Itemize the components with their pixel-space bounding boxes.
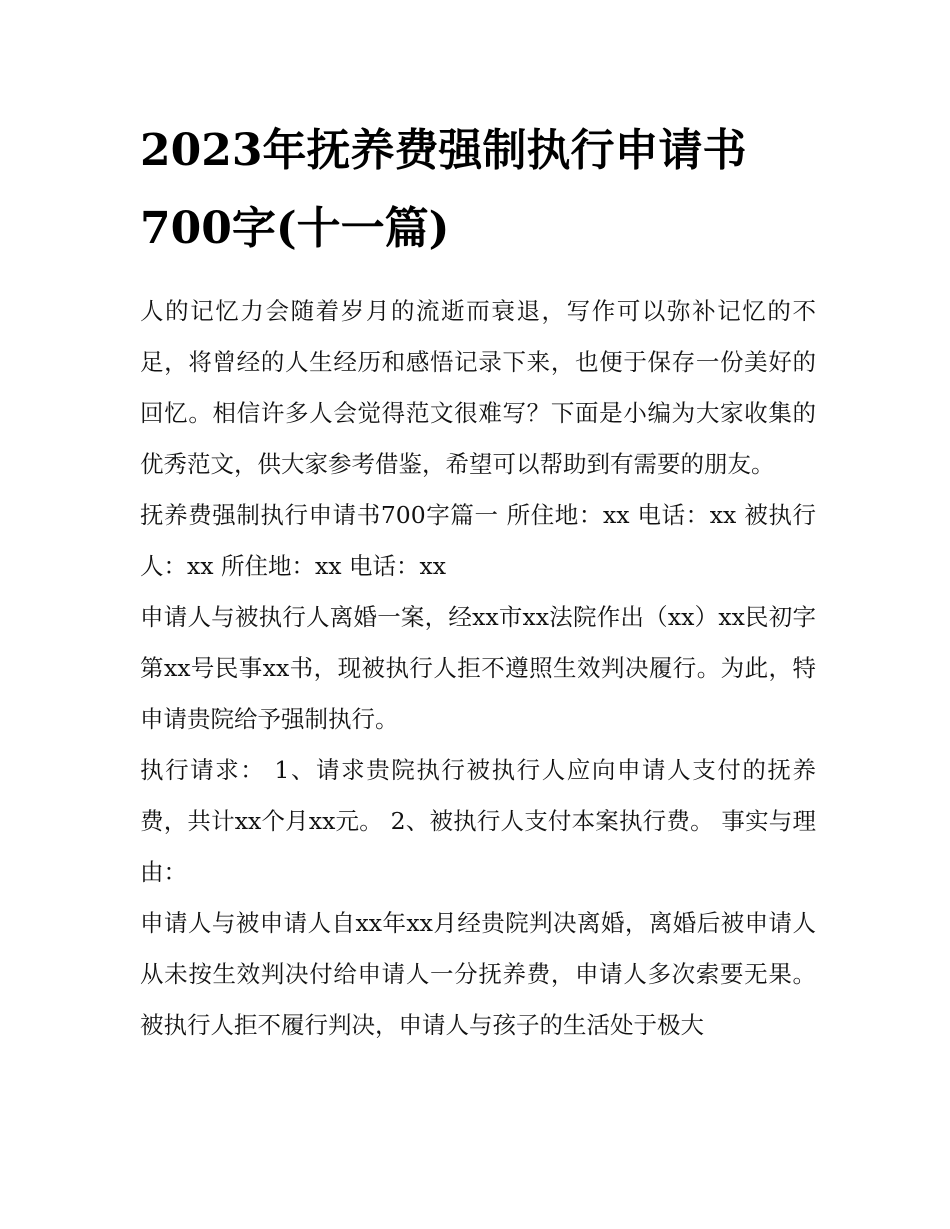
document-body (140, 112, 816, 1051)
document-title: 2023年抚养费强制执行申请书700字(十一篇) (140, 125, 747, 254)
applicant-info-paragraph: 抚养费强制执行申请书700字篇一 所住地：xx 电话：xx 被执行人：xx 所住地：xx 电话：xx (140, 501, 816, 580)
facts-paragraph: 申请人与被申请人自xx年xx月经贵院判决离婚，离婚后被申请人从未按生效判决付给申请人一分抚养费，申请人多次索要无果。被执行人拒不履行判决，申请人与孩子的生活处于极大 (140, 909, 816, 1039)
case-paragraph: 申请人与被执行人离婚一案，经xx市xx法院作出（xx）xx民初字第xx号民事xx书，现被执行人拒不遵照生效判决履行。为此，特申请贵院给予强制执行。 (140, 603, 816, 733)
requests-paragraph: 执行请求： 1、请求贵院执行被执行人应向申请人支付的抚养费，共计xx个月xx元。 2、被执行人支付本案执行费。 事实与理由： (140, 756, 816, 886)
intro-paragraph: 人的记忆力会随着岁月的流逝而衰退，写作可以弥补记忆的不足，将曾经的人生经历和感悟记录下来，也便于保存一份美好的回忆。相信许多人会觉得范文很难写？下面是小编为大家收集的优秀范文，供大家参考借鉴，希望可以帮助到有需要的朋友。 (140, 297, 816, 478)
